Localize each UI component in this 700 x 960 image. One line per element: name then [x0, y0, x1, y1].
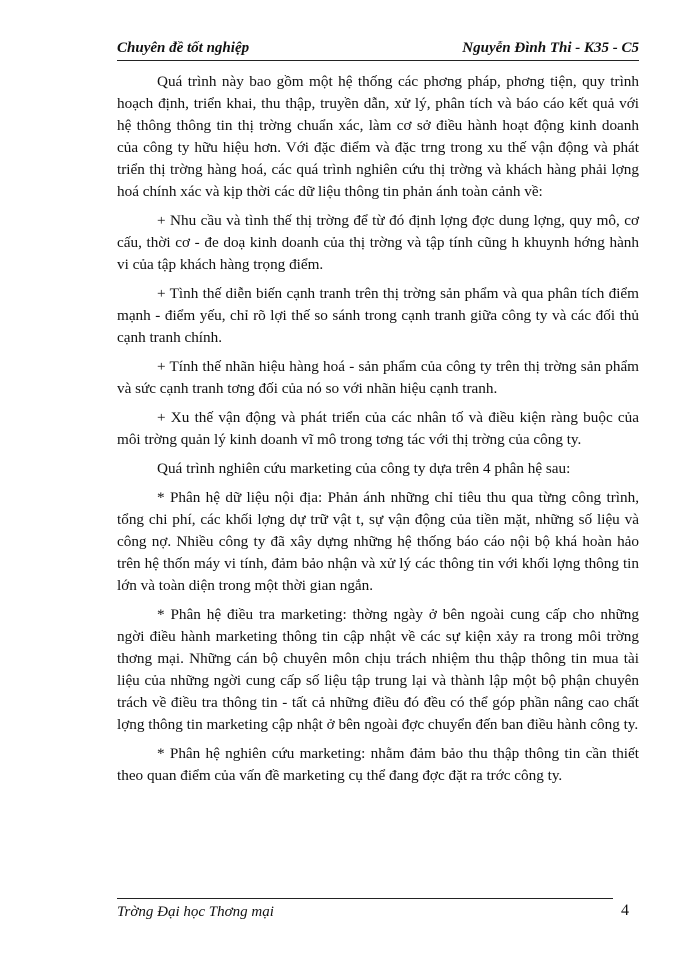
paragraph: + Nhu cầu và tình thế thị trờng để từ đó định lợng đợc dung lợng, quy mô, cơ cấu, thời cơ - đe doạ kinh doanh của thị trờng và tập tính cũng h khuynh hớng hành vi của tập khách hàng trọng điểm.	[117, 212, 639, 273]
paragraph: * Phân hệ nghiên cứu marketing: nhằm đảm bảo thu thập thông tin cần thiết theo quan điểm của vấn đề marketing cụ thể đang đợc đặt ra trớc công ty.	[117, 745, 639, 784]
footer-divider	[117, 898, 613, 899]
paragraph: Quá trình nghiên cứu marketing của công ty dựa trên 4 phân hệ sau:	[157, 460, 571, 477]
paragraph: Quá trình này bao gồm một hệ thống các phơng pháp, phơng tiện, quy trình hoạch định, triển khai, thu thập, truyền dẫn, xử lý, phân tích và báo cáo kết quả với hệ thông thông tin thị trờng chuẩn xác, làm cơ sở điều hành hoạt động kinh doanh của công ty hữu hiệu hơn. Với đặc điểm và đặc trng trong xu thế vận động và phát triển thị trờng hàng hoá, các quá trình nghiên cứu thị trờng và khách hàng phải lợng hoá chính xác và kịp thời các dữ liệu thông tin phản ánh toàn cảnh về:	[117, 73, 639, 200]
page-header	[117, 40, 639, 61]
page-number: 4	[621, 902, 629, 919]
paragraph: * Phân hệ điều tra marketing: thờng ngày ở bên ngoài cung cấp cho những ngời điều hành marketing thông tin cập nhật về các sự kiện xảy ra trong môi trờng thơng mại. Những cán bộ chuyên môn chịu trách nhiệm thu thập thông tin mua tài liệu của những ngời cung cấp số liệu tập trung lại và thành lập một bộ phận chuyên trách về điều tra thông tin - tất cả những điều đó đều có thể góp phần nâng cao chất lợng thông tin marketing cập nhật ở bên ngoài đợc chuyển đến ban điều hành công ty.	[117, 606, 639, 733]
paragraph: + Tình thế diễn biến cạnh tranh trên thị trờng sản phẩm và qua phân tích điểm mạnh - điểm yếu, chỉ rõ lợi thế so sánh trong cạnh tranh giữa công ty và các đối thủ cạnh tranh chính.	[117, 285, 639, 346]
document-body	[117, 71, 639, 793]
header-title: Chuyên đề tốt nghiệp	[117, 40, 250, 56]
paragraph: + Tính thế nhãn hiệu hàng hoá - sản phẩm của công ty trên thị trờng sản phẩm và sức cạnh tranh tơng đối của nó so với nhãn hiệu cạnh tranh.	[117, 358, 639, 397]
footer-institution: Trờng Đại học Thơng mại	[117, 904, 274, 920]
header-author: Nguyễn Đình Thi - K35 - C5	[462, 40, 639, 56]
paragraph: + Xu thế vận động và phát triển của các nhân tố và điều kiện ràng buộc của môi trờng quản lý kinh doanh vĩ mô trong tơng tác với thị trờng của công ty.	[117, 409, 639, 448]
paragraph: * Phân hệ dữ liệu nội địa: Phản ánh những chỉ tiêu thu qua từng công trình, tổng chi phí, các khối lợng dự trữ vật t, sự vận động của tiền mặt, những số liệu và công nợ. Nhiều công ty đã xây dựng những hệ thống báo cáo nội bộ khá hoàn hảo trên hệ thốn máy vi tính, đảm bảo nhận và xử lý các thông tin với khối lợng thông tin lớn và toàn diện trong một thời gian ngắn.	[117, 489, 639, 594]
